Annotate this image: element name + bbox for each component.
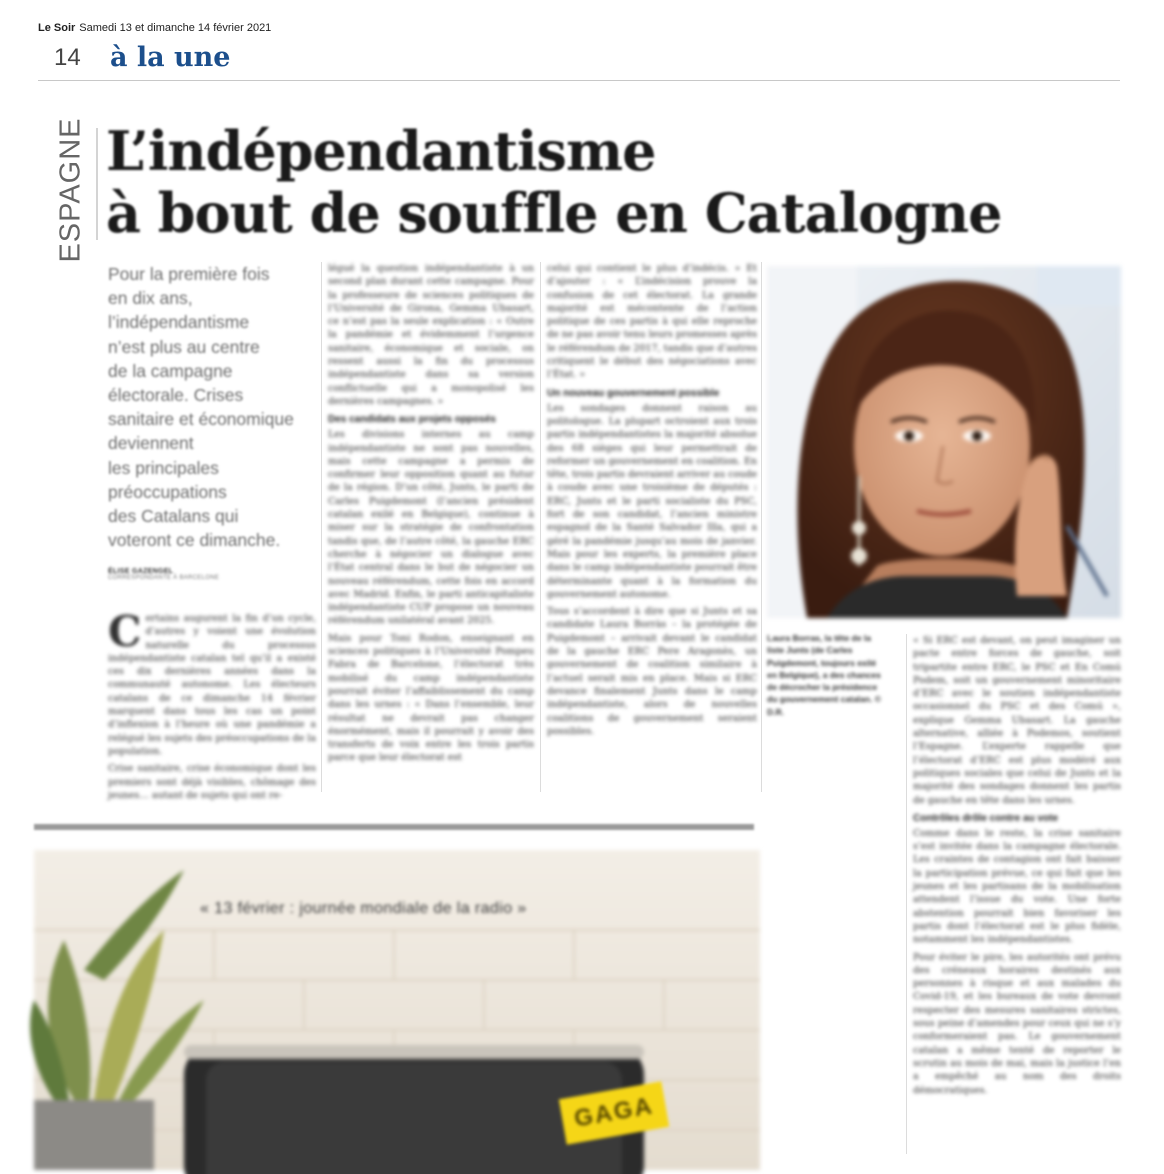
- photo-caption: Laura Borras, la tête de la liste Junts (de Carles Puigdemont, toujours exilé en Belgique), a des chances de décrocher la présidence du gouvernement catalan. © D.R.: [767, 633, 881, 717]
- article-headline: [106, 120, 1086, 244]
- lead-line: l’indépendantisme: [108, 312, 250, 333]
- page-number: 14: [54, 44, 81, 71]
- lead-line: deviennent: [108, 433, 194, 454]
- lead-line: des Catalans qui: [108, 506, 239, 527]
- column-divider: [761, 262, 762, 792]
- lead-line: en dix ans,: [108, 288, 193, 309]
- kicker-label: ESPAGNE: [54, 117, 87, 263]
- body-paragraph: celui qui contient le plus d’indécis. » Et d’ajouter : « L’indécision prouve la confusion de cet électorat. La grande majorité est mécontente de l’action politique de ces partis à qui elle reproche de ne pas avoir tenu leurs promesses après le référendum de 2017, tandis que d’autres critiquent le début des négociations avec l’État. »: [547, 263, 757, 381]
- sticker-label: GAGA: [559, 1081, 669, 1144]
- headline-line: à bout de souffle en Catalogne: [106, 181, 1002, 245]
- body-paragraph: Les sondages donnent raison au politologue. La plupart octroient aux trois partis indépendantistes la majorité absolue des 68 sièges qui leur permettrait de reformer un gouvernement en coalition. En tête, trois partis devraient arriver au coude à coude avec une troisième de députés : ERC, Junts et le parti socialiste du PSC, fort de son candidat, l’ancien ministre espagnol de la Santé Salvador Illa, qui a géré la pandémie jusqu’au mois de janvier. Mais pour les experts, la première place dans le camp indépendantiste pourrait être déterminante quant à la formation du gouvernement autonome.: [547, 402, 757, 600]
- ad-headline: « 13 février : journée mondiale de la radio »: [200, 900, 527, 917]
- column-divider: [540, 262, 541, 792]
- subheading: Des candidats aux projets opposés: [328, 414, 496, 426]
- subheading: Contrôles drôle contre au vote: [913, 812, 1059, 824]
- article-column-2: [328, 262, 534, 792]
- author-name: ÉLISE GAZENGEL: [108, 568, 174, 575]
- headline-line: L’indépendantisme: [106, 119, 656, 183]
- lead-line: voteront ce dimanche.: [108, 530, 281, 551]
- article-column-4: [913, 634, 1121, 1154]
- drop-cap: C: [108, 607, 142, 656]
- body-paragraph: Crise sanitaire, crise économique dont les premiers sont déjà visibles, chômage des jeunes… autant de sujets qui ont re-: [108, 763, 316, 801]
- lead-line: n’est plus au centre: [108, 336, 260, 357]
- article-lead: [108, 262, 316, 552]
- byline: [108, 568, 308, 581]
- column-divider: [906, 634, 907, 1154]
- body-paragraph: légué la question indépendantiste à un second plan durant cette campagne. Pour la professeure de sciences politiques de l’Université de Girona, Gemma Ubasart, ce n’est pas la seule explication : « Outre la pandémie et évidemment l’urgence sanitaire, économique et sociale, on ressent aussi la fin du processus indépendantiste dans sa version conflictuelle qui a monopolisé les dernières campagnes. »: [328, 263, 534, 407]
- lead-line: électorale. Crises: [108, 385, 244, 406]
- kicker-divider: [96, 128, 98, 240]
- article-column-3: [547, 262, 757, 792]
- section-title: à la une: [110, 42, 231, 73]
- article-column-1: [108, 607, 316, 801]
- lead-line: les principales: [108, 457, 219, 478]
- header-divider: [38, 80, 1120, 81]
- body-paragraph: Pour éviter le pire, les autorités ont prévu des créneaux horaires destinés aux personnes à risque et aux malades du Covid-19, et les bureaux de vote devront respecter des mesures sanitaires strictes, sous peine d’amendes pour ceux qui ne s’y conformeraient pas. Le gouvernement catalan a même tenté de reporter le scrutin au mois de mai, mais la justice l’en a empêché au nom des droits démocratiques.: [913, 951, 1121, 1096]
- portrait-image: [767, 266, 1121, 618]
- subheading: Un nouveau gouvernement possible: [547, 387, 720, 399]
- lead-line: préoccupations: [108, 481, 227, 502]
- section-divider: [34, 824, 754, 830]
- lead-line: de la campagne: [108, 360, 233, 381]
- lead-line: sanitaire et économique: [108, 409, 294, 430]
- body-paragraph: Comme dans le reste, la crise sanitaire s’est invitée dans la campagne électorale. Les craintes de contagion ont fait baisser la participation prévue, ce qui fait que les jeunes et les partisans de la mobilisation attendent l’issue du vote. Une forte abstention pourrait bien favoriser les partis dont l’électorat est le plus fidèle, notamment les indépendantistes.: [913, 827, 1121, 946]
- author-role: CORRESPONDANTE À BARCELONE: [108, 575, 220, 581]
- body-paragraph: Certains augurent la fin d’un cycle, d’autres y voient une évolution naturelle du processus indépendantiste catalan tel qu’il a existé ces dix dernières années dans la communauté autonome. Les électeurs catalans de ce dimanche 14 février marquent dans tous les cas un point d’inflexion à l’heure où une pandémie a relégué les sujets des préoccupations de la population.: [108, 607, 316, 757]
- kicker: [48, 117, 94, 263]
- newspaper-name: Le Soir: [38, 22, 76, 34]
- column-divider: [321, 262, 322, 792]
- body-paragraph: Mais pour Toni Rodon, enseignant en sciences politiques à l’Université Pompeu Fabra de Barcelone, l’électorat très mobilisé du camp indépendantiste pourrait éviter l’affaiblissement du camp dans les urnes : « Dans l’ensemble, leur résultat ne devrait pas changer énormément, mais il pourrait y avoir des transferts de voix entre les trois partis parce que leur électorat est: [328, 632, 534, 764]
- body-paragraph: Les divisions internes au camp indépendantiste ne sont pas nouvelles, mais cette campagne a permis de confirmer leur opposition quant au futur de la région. D’un côté, Junts, le parti de Carles Puigdemont (l’ancien président catalan exilé en Belgique), continue à miser sur la stratégie de confrontation tandis que, de l’autre côté, la gauche ERC cherche à négocier un dialogue avec l’État central dans le but de négocier un nouveau référendum, cette fois en accord avec Madrid. Enfin, le parti anticapitaliste indépendantiste CUP propose un nouveau référendum unilatéral avant 2025.: [328, 429, 534, 627]
- masthead: [38, 22, 271, 34]
- body-paragraph: Tous s’accordent à dire que si Junts et sa candidate Laura Borràs – la protégée de Puigdemont – arrivait devant le candidat de la gauche ERC Pere Aragonès, un gouvernement de coalition similaire à l’actuel serait mis en place. Mais si ERC devance finalement Junts dans le camp indépendantiste, alors de nouvelles coalitions de gouvernement seraient possibles.: [547, 606, 757, 737]
- issue-date: Samedi 13 et dimanche 14 février 2021: [79, 22, 272, 34]
- lead-line: Pour la première fois: [108, 264, 270, 284]
- portrait-photo: [767, 266, 1121, 618]
- body-paragraph: « Si ERC est devant, on peut imaginer un pacte entre forces de gauche, soit tripartite entre ERC, le PSC et En Comú Podem, soit un gouvernement minoritaire d’ERC avec le soutien indépendantiste occasionnel du PSC et des Comú », explique Gemma Ubasart. La gauche alternative, alliée à Podemos, soutient l’Espagne. L’experte rappelle que l’électorat d’ERC est plus modéré aux politiques sociales que celui de Junts et la majorité des sondages donnent les partis de gauche en tête dans les urnes.: [913, 635, 1121, 806]
